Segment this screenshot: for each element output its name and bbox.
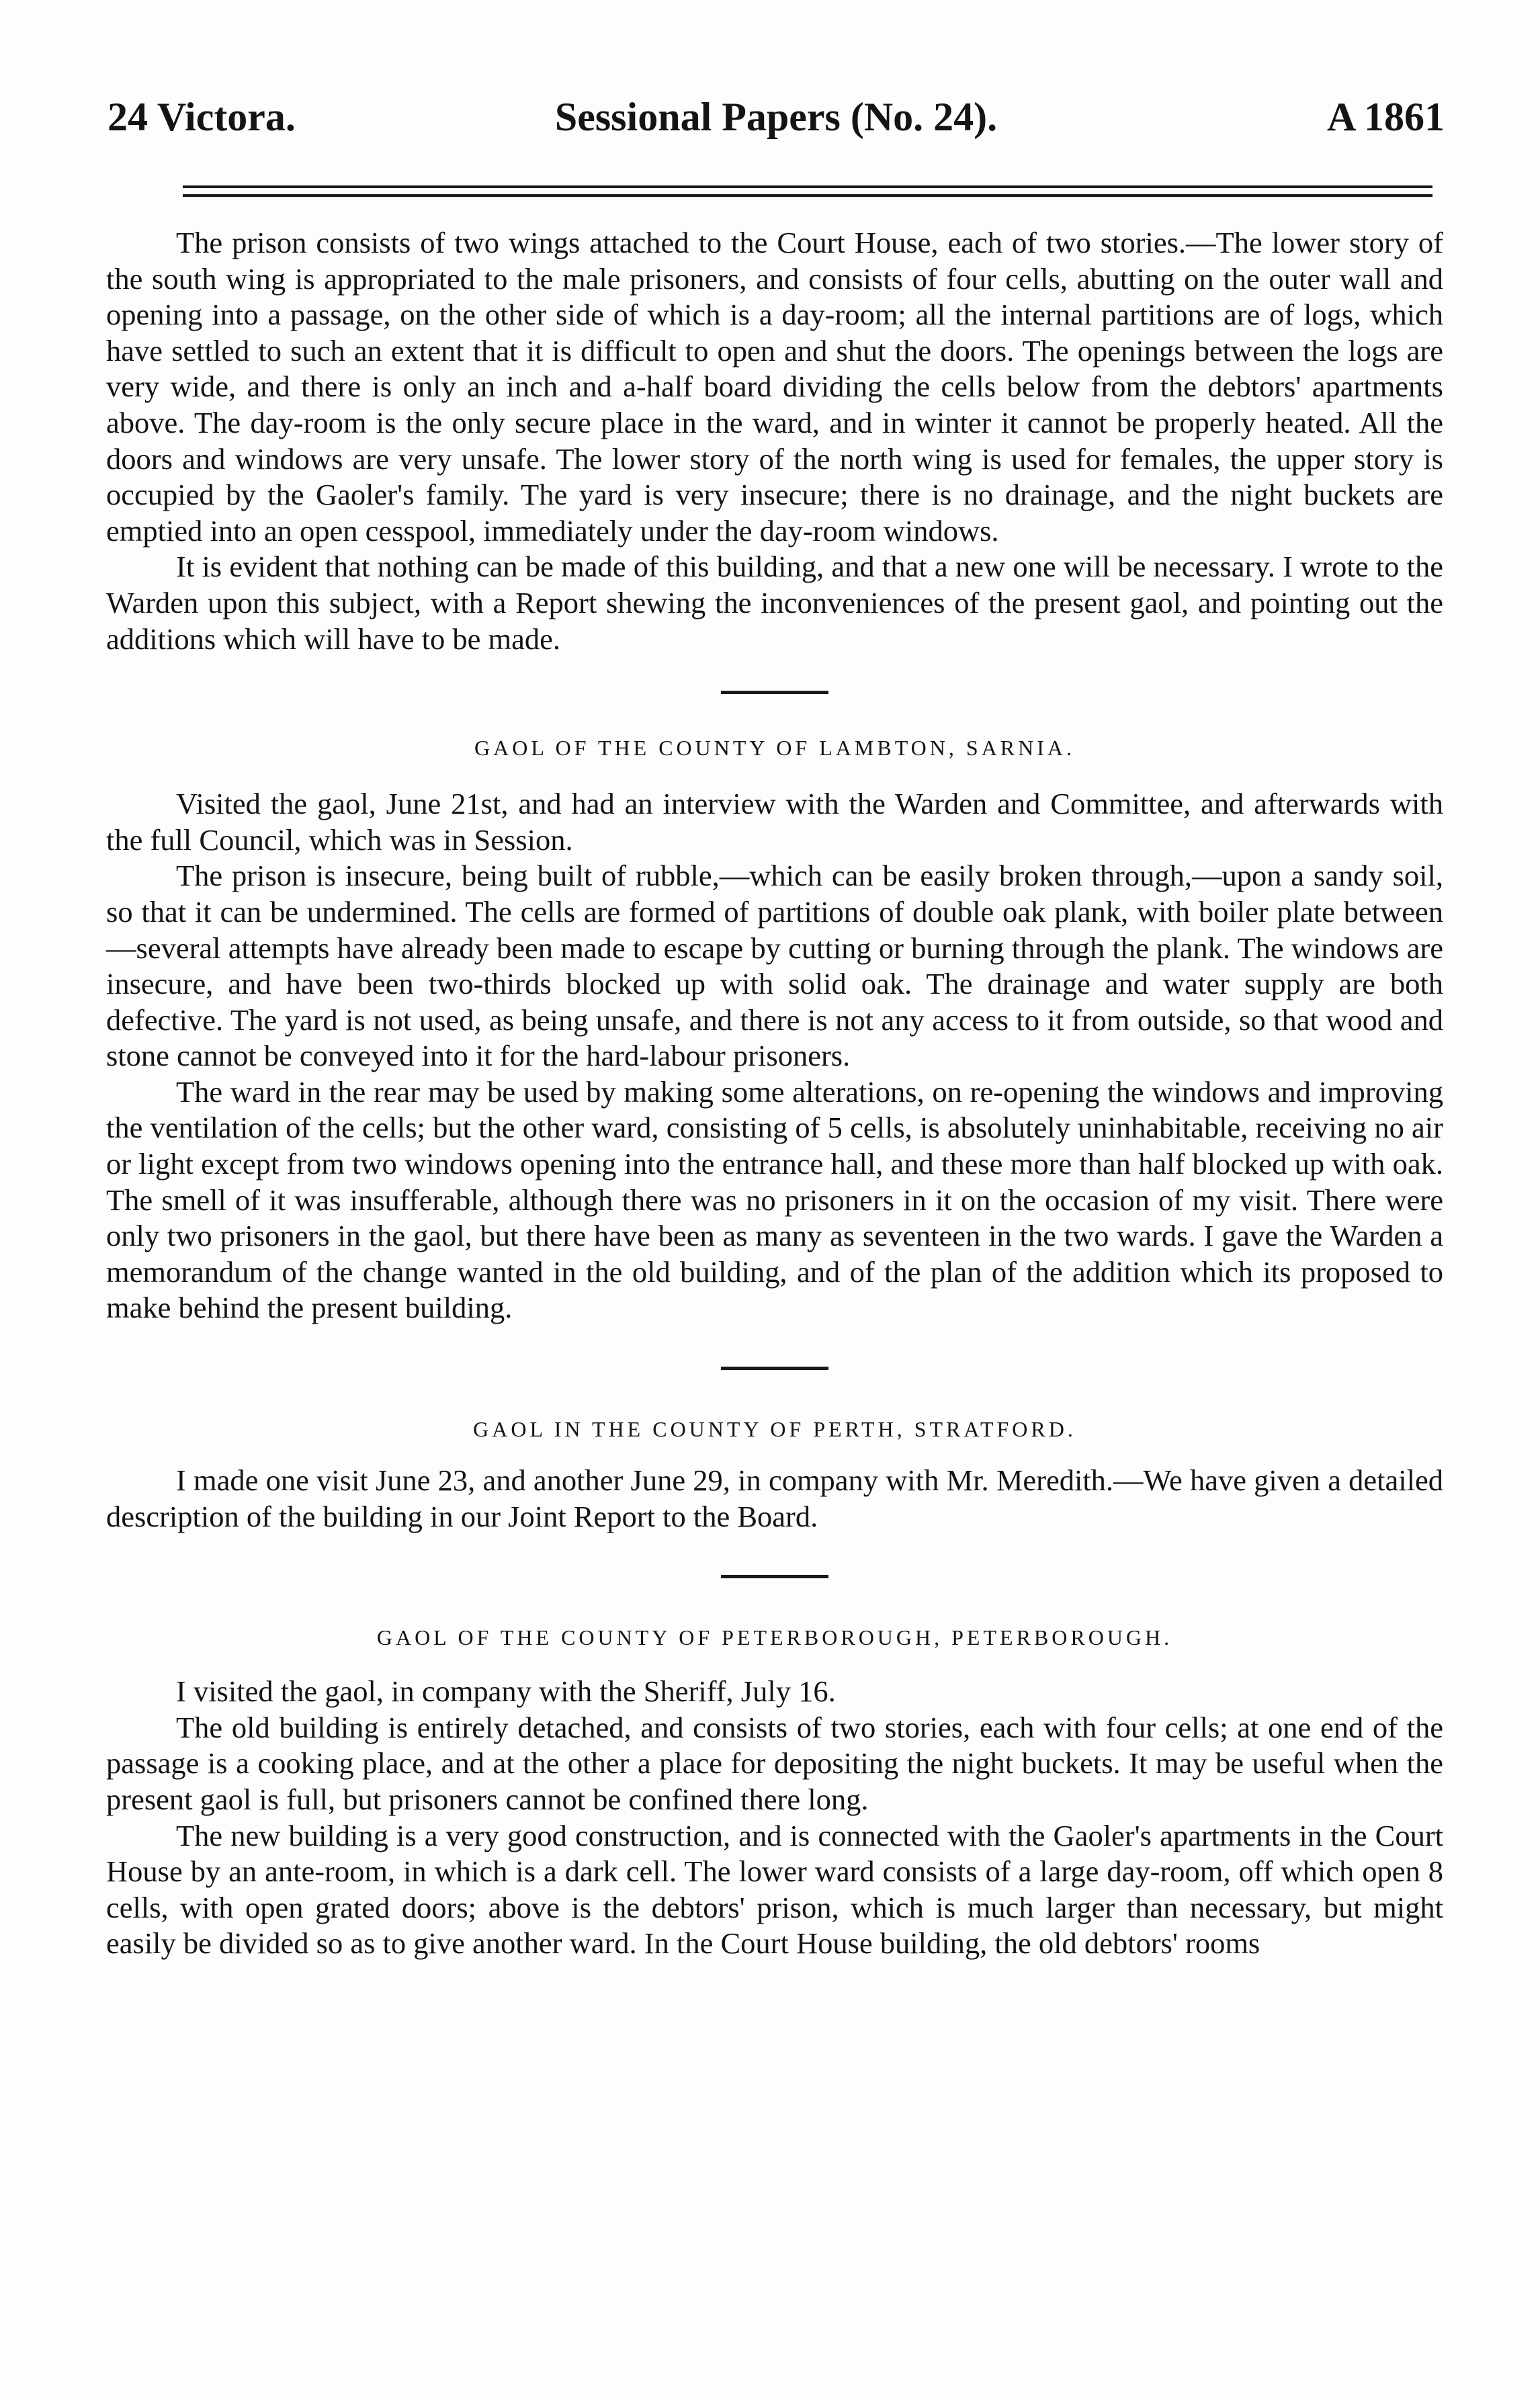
paragraph: The old building is entirely detached, and consists of two stories, each with four cells; at one end of the passage is a cooking place, and at the other a place for depositing the night buckets. It may be useful when the present gaol is full, but prisoners cannot be confined there long. <box>106 1710 1443 1816</box>
body-text <box>106 225 1443 1962</box>
header-rule-bottom <box>183 194 1432 197</box>
section-heading: GAOL OF THE COUNTY OF LAMBTON, SARNIA. <box>474 736 1076 761</box>
paragraph: The prison consists of two wings attached to the Court House, each of two stories.—The lower story of the south wing is appropriated to the male prisoners, and consists of four cells, abutting on the outer wall and opening into a passage, on the other side of which is a day-room; all the internal partitions are of logs, which have settled to such an extent that it is difficult to open and shut the doors. The openings between the logs are very wide, and there is only an inch and a-half board dividing the cells below from the debtors' apartments above. The day-room is the only secure place in the ward, and in winter it cannot be properly heated. All the doors and windows are very unsafe. The lower story of the north wing is used for females, the upper story is occupied by the Gaoler's family. The yard is very insecure; there is no drainage, and the night buckets are emptied into an open cesspool, immediately under the day-room windows. <box>106 226 1443 548</box>
paragraph: The prison is insecure, being built of rubble,—which can be easily broken through,—upon a sandy soil, so that it can be undermined. The cells are formed of partitions of double oak plank, with boiler plate between—several attempts have already been made to escape by cutting or burning through the plank. The windows are insecure, and have been two-thirds blocked up with solid oak. The drainage and water supply are both defective. The yard is not used, as being unsafe, and there is not any access to it from outside, so that wood and stone cannot be conveyed into it for the hard-labour prisoners. <box>106 859 1443 1073</box>
header-rule-top <box>183 185 1432 188</box>
section-separator <box>721 1575 828 1578</box>
paragraph: I visited the gaol, in company with the Sheriff, July 16. <box>176 1674 836 1709</box>
section-separator <box>721 1367 828 1370</box>
paragraph: I made one visit June 23, and another June 29, in company with Mr. Meredith.—We have given a detailed description of the building in our Joint Report to the Board. <box>106 1463 1443 1533</box>
paragraph: The ward in the rear may be used by making some alterations, on re-opening the windows and improving the ventilation of the cells; but the other ward, consisting of 5 cells, is absolutely uninhabitable, receiving no air or light except from two windows opening into the entrance hall, and these more than half blocked up with oak. The smell of it was insufferable, although there was no prisoners in it on the occasion of my visit. There were only two prisoners in the gaol, but there have been as many as seventeen in the two wards. I gave the Warden a memorandum of the change wanted in the old building, and of the plan of the addition which its proposed to make behind the present building. <box>106 1074 1443 1325</box>
paragraph: It is evident that nothing can be made of this building, and that a new one will be necessary. I wrote to the Warden upon this subject, with a Report shewing the inconveniences of the present gaol, and pointing out the additions which will have to be made. <box>106 550 1443 656</box>
section-separator <box>721 691 828 694</box>
header-volume: 24 Victora. <box>108 95 296 139</box>
header-title: Sessional Papers (No. 24). <box>554 95 998 139</box>
running-header <box>108 94 1445 148</box>
paragraph: The new building is a very good construction, and is connected with the Gaoler's apartments in the Court House by an ante-room, in which is a dark cell. The lower ward consists of a large day-room, off which open 8 cells, with open grated doors; above is the debtors' prison, which is much larger than necessary, but might easily be divided so as to give another ward. In the Court House building, the old debtors' rooms <box>106 1818 1443 1961</box>
header-year: A 1861 <box>1326 95 1445 139</box>
paragraph: Visited the gaol, June 21st, and had an interview with the Warden and Committee, and afterwards with the full Council, which was in Session. <box>106 787 1443 857</box>
section-heading: GAOL OF THE COUNTY OF PETERBOROUGH, PETERBOROUGH. <box>376 1625 1173 1650</box>
section-heading: GAOL IN THE COUNTY OF PERTH, STRATFORD. <box>473 1417 1076 1442</box>
